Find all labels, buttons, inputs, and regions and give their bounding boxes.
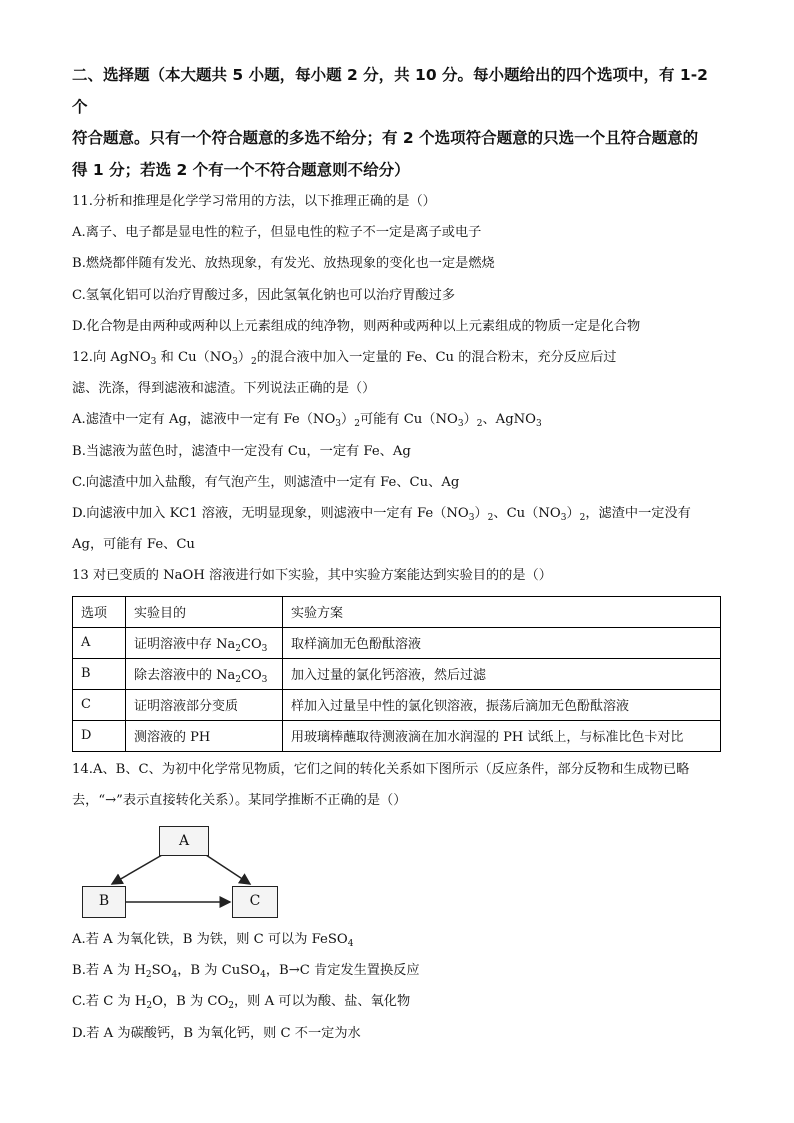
q14-option-c: C.若 C 为 $H_2O$，B 为 $CO_2$，则 A 可以为酸、盐、氧化物: [72, 994, 411, 1012]
table-row: [73, 689, 721, 720]
node-b: B: [82, 886, 126, 918]
node-c: C: [232, 886, 278, 918]
q12-option-d-line2: Ag，可能有 Fe、Cu: [72, 537, 195, 553]
section-heading-line: 得 1 分；若选 2 个有一个不符合题意则不给分）: [72, 160, 410, 179]
q11-option-d: D.化合物是由两种或两种以上元素组成的纯净物，则两种或两种以上元素组成的物质一定是化合物: [72, 318, 641, 334]
table-row: [73, 720, 721, 751]
section-heading-line: 二、选择题（本大题共 5 小题，每小题 2 分，共 10 分。每小题给出的四个选项中，有 1-2 个: [72, 66, 708, 116]
node-a: A: [159, 826, 209, 856]
conversion-diagram: [78, 822, 288, 922]
table-header-cell: 实验目的: [126, 596, 283, 627]
q13-table: [72, 596, 721, 752]
table-header-row: [73, 596, 721, 627]
q11-stem: 11.分析和推理是化学学习常用的方法，以下推理正确的是（）: [72, 194, 436, 209]
q14-stem-line1: 14.A、B、C、为初中化学常见物质，它们之间的转化关系如下图所示（反应条件，部分反物和生成物已略: [72, 761, 690, 777]
q11-option-a: A.离子、电子都是显电性的粒子，但显电性的粒子不一定是离子或电子: [72, 225, 482, 241]
table-cell-plan: 取样滴加无色酚酞溶液: [283, 627, 721, 658]
q12-option-d-line1: D.向滤液中加入 KC1 溶液，无明显现象，则滤液中一定有 $Fe(NO_3)_2$、$Cu(NO_3)_2$，滤渣中一定没有: [72, 506, 691, 524]
q12-stem-line2: 滤、洗涤，得到滤液和滤渣。下列说法正确的是（）: [72, 381, 376, 397]
table-cell-plan: 加入过量的氯化钙溶液，然后过滤: [283, 658, 721, 689]
q14-option-d: D.若 A 为碳酸钙，B 为氧化钙，则 C 不一定为水: [72, 1025, 361, 1041]
table-cell-goal: 证明溶液部分变质: [126, 689, 283, 720]
table-cell-goal: 证明溶液中存 $Na_2CO_3$: [126, 627, 283, 658]
arrow-a-to-b: [112, 855, 162, 884]
table-header-cell: 选项: [73, 596, 126, 627]
table-cell-goal: 除去溶液中的 $Na_2CO_3$: [126, 658, 283, 689]
q12-option-b: B.当滤液为蓝色时，滤渣中一定没有 Cu，一定有 Fe、Ag: [72, 443, 411, 459]
q12-option-c: C.向滤渣中加入盐酸，有气泡产生，则滤渣中一定有 Fe、Cu、Ag: [72, 474, 460, 490]
table-cell-plan: 样加入过量呈中性的氯化钡溶液，振荡后滴加无色酚酞溶液: [283, 689, 721, 720]
section-heading-line: 符合题意。只有一个符合题意的多选不给分；有 2 个选项符合题意的只选一个且符合题意的: [72, 129, 699, 147]
q11-option-b: B.燃烧都伴随有发光、放热现象，有发光、放热现象的变化也一定是燃烧: [72, 256, 495, 272]
exam-page: [72, 60, 724, 1049]
table-cell-plan: 用玻璃棒蘸取待测液滴在加水润湿的 PH 试纸上，与标准比色卡对比: [283, 720, 721, 751]
table-row: [73, 627, 721, 658]
arrow-a-to-c: [206, 855, 250, 884]
q14-option-a: A.若 A 为氧化铁，B 为铁，则 C 可以为 FeSO$_4$: [72, 932, 354, 950]
table-row: [73, 658, 721, 689]
q11-option-c: C.氢氧化铝可以治疗胃酸过多，因此氢氧化钠也可以治疗胃酸过多: [72, 287, 456, 303]
q14-stem-line2: 去，“→”表示直接转化关系）。某同学推断不正确的是（）: [72, 792, 407, 808]
table-header-cell: 实验方案: [283, 596, 721, 627]
q13-stem: 13 对已变质的 NaOH 溶液进行如下实验，其中实验方案能达到实验目的的是（）: [72, 568, 552, 584]
table-cell-option: A: [73, 627, 126, 658]
q12-stem-line1: 12.向 AgNO$_3$ 和 $Cu(NO_3)_2$的混合液中加入一定量的 Fe、Cu 的混合粉末，充分反应后过: [72, 350, 617, 368]
table-cell-goal: 测溶液的 PH: [126, 720, 283, 751]
table-cell-option: D: [73, 720, 126, 751]
q12-option-a: A.滤渣中一定有 Ag，滤液中一定有 $Fe(NO_3)_2$可能有 $Cu(NO_3)_2$、AgNO$_3$: [72, 412, 542, 430]
table-cell-option: C: [73, 689, 126, 720]
table-cell-option: B: [73, 658, 126, 689]
q14-option-b: B.若 A 为 $H_2SO_4$，B 为 CuSO$_4$，B→C 肯定发生置换反应: [72, 963, 420, 981]
